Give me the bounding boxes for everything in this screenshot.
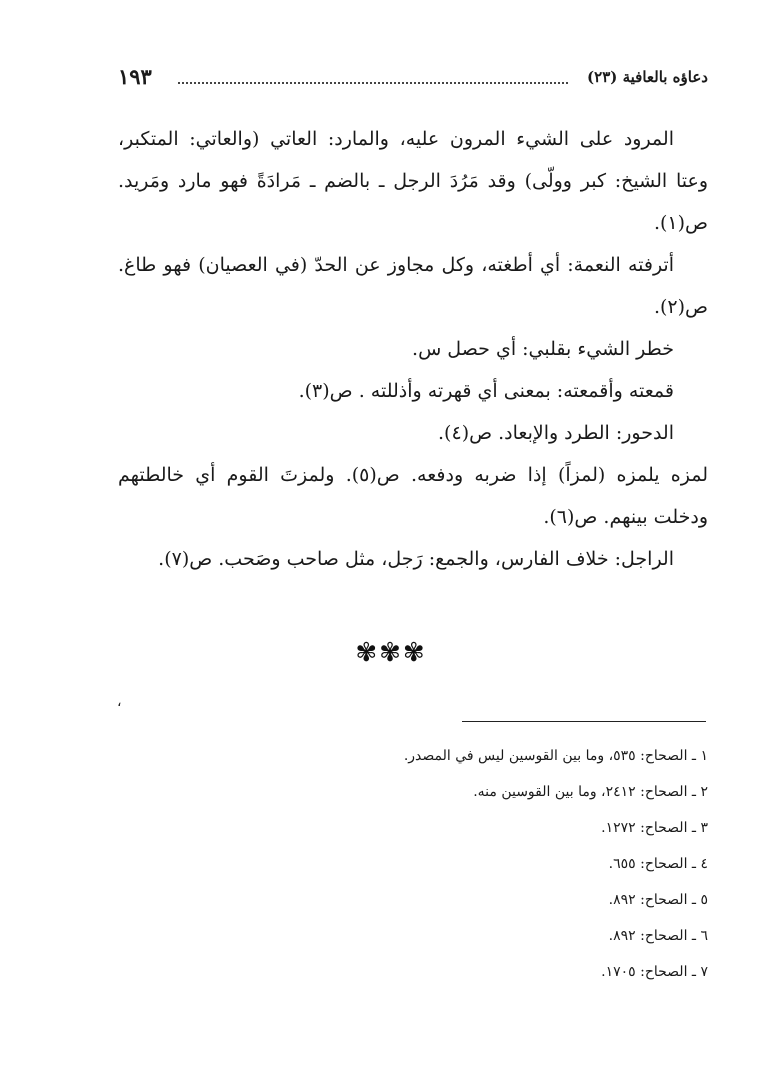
header-dot-leader [178,82,568,84]
footnote-7: ٧ ـ الصحاح: ١٧٠٥. [601,964,708,980]
running-header [118,62,708,96]
footnotes [300,738,708,990]
paragraph-atrafathu: أترفته النعمة: أي أطغته، وكل مجاوز عن الحدّ (في العصيان) فهو طاغ. ص(٢). [118,254,708,318]
footnote-5: ٥ ـ الصحاح: ٨٩٢. [608,892,708,908]
paragraph-murud: المرود على الشيء المرون عليه، والمارد: العاتي (والعاتي: المتكبر، وعتا الشيخ: كبر وولّى) وقد مَرُدَ الرجل ـ بالضم ـ مَرادَةً فهو مارد ومَريد. ص(١). [118,128,708,234]
paragraph-rajil: الراجل: خلاف الفارس، والجمع: رَجل، مثل صاحب وصَحب. ص(٧). [158,548,674,570]
paragraph-qama: قمعته وأقمعته: بمعنى أي قهرته وأذللته . ص(٣). [298,380,674,402]
header-title: دعاؤه بالعافية (٢٣) [587,68,708,86]
paragraph-duhur: الدحور: الطرد والإبعاد. ص(٤). [438,422,674,444]
stray-mark: ، [117,694,122,710]
footnote-1: ١ ـ الصحاح: ٥٣٥، وما بين القوسين ليس في المصدر. [403,748,708,764]
main-text [118,118,708,580]
paragraph-khatar: خطر الشيء بقلبي: أي حصل س. [412,338,674,360]
paragraph-lamz: لمزه يلمزه (لمزاً) إذا ضربه ودفعه. ص(٥). ولمزتَ القوم أي خالطتهم ودخلت بينهم. ص(٦). [118,464,708,528]
footnote-6: ٦ ـ الصحاح: ٨٩٢. [608,928,708,944]
footnote-2: ٢ ـ الصحاح: ٢٤١٢، وما بين القوسين منه. [473,784,708,800]
page-number: ١٩٣ [118,64,152,89]
footnote-4: ٤ ـ الصحاح: ٦٥٥. [608,856,708,872]
footnote-3: ٣ ـ الصحاح: ١٢٧٢. [601,820,708,836]
section-ornament: ✾✾✾ [355,638,427,668]
footnote-divider [462,721,706,722]
